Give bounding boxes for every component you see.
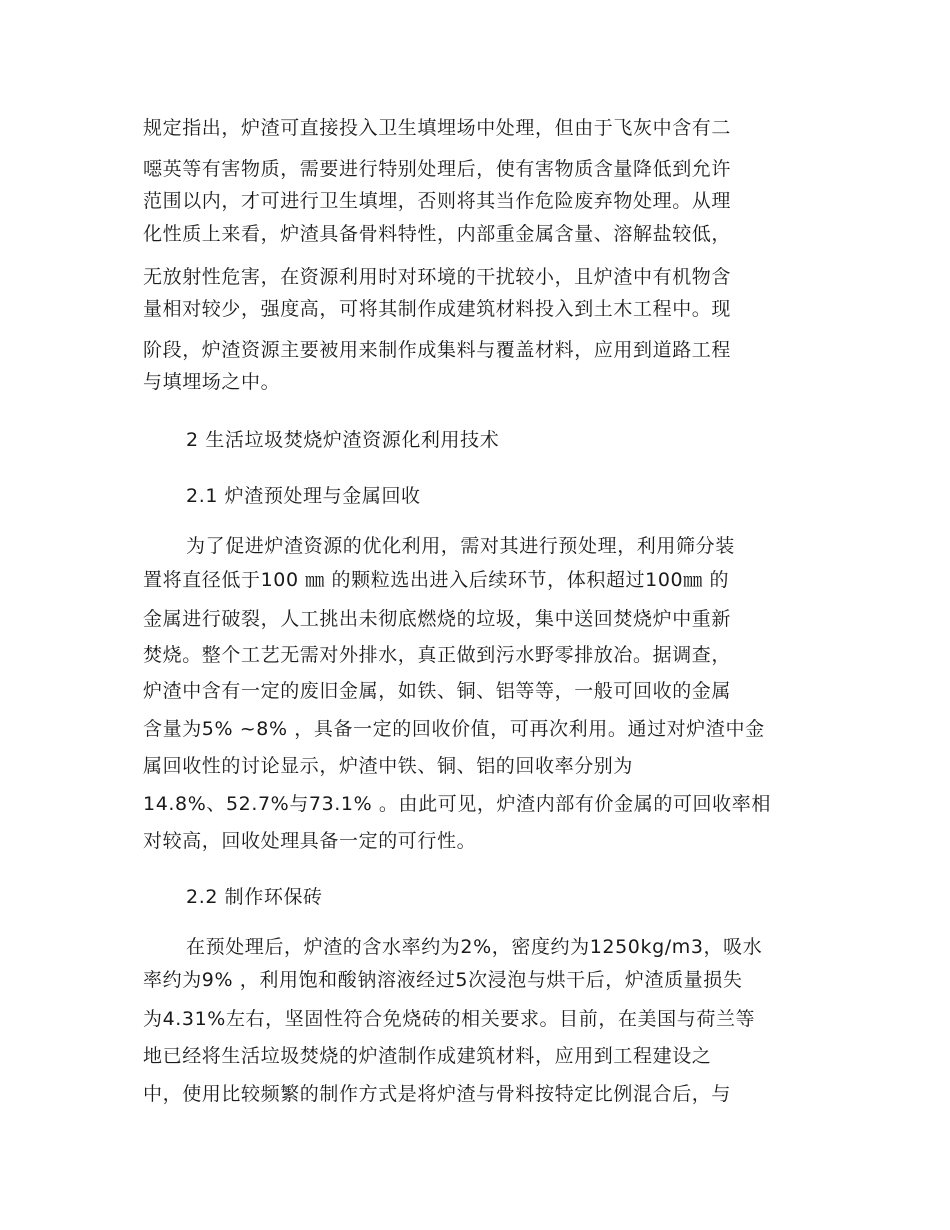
text-line: 含量为5% ~8% ，具备一定的回收价值，可再次利用。通过对炉渣中金 [143,718,765,740]
text-line: 量相对较少，强度高，可将其制作成建筑材料投入到土木工程中。现 [143,298,732,320]
text-line: 地已经将生活垃圾焚烧的炉渣制作成建筑材料，应用到工程建设之 [143,1045,712,1067]
text-line: 置将直径低于100 ㎜ 的颗粒选出进入后续环节，体积超过100㎜ 的 [143,569,730,591]
text-line: 金属进行破裂，人工挑出未彻底燃烧的垃圾，集中送回焚烧炉中重新 [143,608,732,630]
text-line: 阶段，炉渣资源主要被用来制作成集料与覆盖材料，应用到道路工程 [143,339,732,361]
subsection-heading: 2.1 炉渣预处理与金属回收 [186,485,421,507]
text-line: 为4.31%左右，坚固性符合免烧砖的相关要求。目前，在美国与荷兰等 [143,1008,756,1030]
text-line: 规定指出，炉渣可直接投入卫生填埋场中处理，但由于飞灰中含有二 [143,117,732,139]
text-line: 化性质上来看，炉渣具备骨料特性，内部重金属含量、溶解盐较低， [143,223,732,245]
text-line: 焚烧。整个工艺无需对外排水，真正做到污水野零排放冶。据调查， [143,644,732,666]
text-line: 率约为9% ，利用饱和酸钠溶液经过5次浸泡与烘干后，炉渣质量损失 [143,969,743,991]
text-line: 炉渣中含有一定的废旧金属，如铁、铜、铝等等，一般可回收的金属 [143,680,732,702]
text-line: 为了促进炉渣资源的优化利用，需对其进行预处理，利用筛分装 [186,535,735,557]
text-line: 范围以内，才可进行卫生填埋，否则将其当作危险废弃物处理。从理 [143,190,732,212]
text-line: 属回收性的讨论显示，炉渣中铁、铜、铝的回收率分别为 [143,755,634,777]
text-line: 无放射性危害，在资源利用时对环境的干扰较小，且炉渣中有机物含 [143,266,732,288]
text-line: 14.8%、52.7%与73.1% 。由此可见，炉渣内部有价金属的可回收率相 [143,793,771,815]
section-heading: 2 生活垃圾焚烧炉渣资源化利用技术 [186,429,500,451]
text-line: 噁英等有害物质，需要进行特别处理后，使有害物质含量降低到允许 [143,158,732,180]
text-line: 对较高，回收处理具备一定的可行性。 [143,830,477,852]
subsection-heading: 2.2 制作环保砖 [186,886,323,908]
text-line: 中，使用比较频繁的制作方式是将炉渣与骨料按特定比例混合后，与 [143,1083,732,1105]
text-line: 与填埋场之中。 [143,371,281,393]
text-line: 在预处理后，炉渣的含水率约为2%，密度约为1250kg/m3，吸水 [186,936,763,958]
